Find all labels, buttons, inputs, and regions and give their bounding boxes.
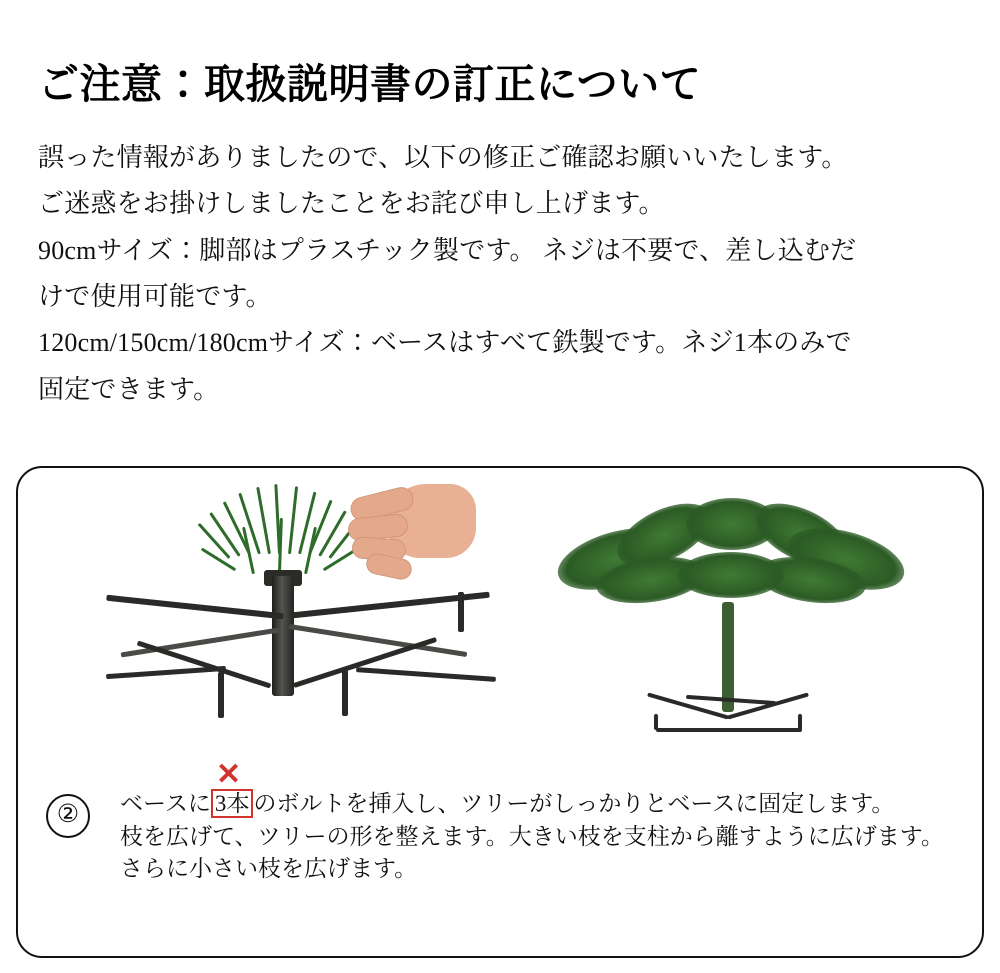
assembled-tree-photo bbox=[536, 482, 926, 772]
step-number: ② bbox=[46, 794, 90, 838]
notice-body bbox=[38, 135, 962, 413]
highlighted-bolt-count: 3本 bbox=[211, 789, 254, 818]
caption-line-3: さらに小さい枝を広げます。 bbox=[120, 856, 418, 882]
caption-line-1-after: のボルトを挿入し、ツリーがしっかりとベースに固定します。 bbox=[253, 791, 895, 816]
notice-line-5: 120cm/150cm/180cmサイズ：ベースはすべて鉄製です。ネジ1本のみで bbox=[38, 328, 852, 358]
error-x-icon: ✕ bbox=[216, 758, 242, 791]
notice-line-1: 誤った情報がありましたので、以下の修正ご確認お願いいたします。 bbox=[38, 143, 848, 173]
caption-line-2: 枝を広げて、ツリーの形を整えます。大きい枝を支柱から離すように広げます。 bbox=[120, 823, 944, 849]
page-title: ご注意：取扱説明書の訂正について bbox=[38, 61, 702, 107]
photo-row bbox=[36, 482, 964, 782]
caption-line-1-before: ベースに bbox=[120, 791, 211, 816]
instruction-panel bbox=[16, 466, 984, 958]
tree-stand-icon bbox=[106, 552, 506, 732]
tree-icon bbox=[536, 492, 926, 772]
notice-line-4: けで使用可能です。 bbox=[38, 281, 272, 311]
tree-stand-insert-photo bbox=[106, 482, 506, 772]
caption-line-1 bbox=[120, 758, 956, 821]
notice-line-3: 90cmサイズ：脚部はプラスチック製です。 ネジは不要で、差し込むだ bbox=[38, 235, 857, 265]
notice-line-2: ご迷惑をお掛けしましたことをお詫び申し上げます。 bbox=[38, 189, 665, 219]
step-caption bbox=[18, 758, 982, 886]
notice-line-6: 固定できます。 bbox=[38, 374, 220, 404]
